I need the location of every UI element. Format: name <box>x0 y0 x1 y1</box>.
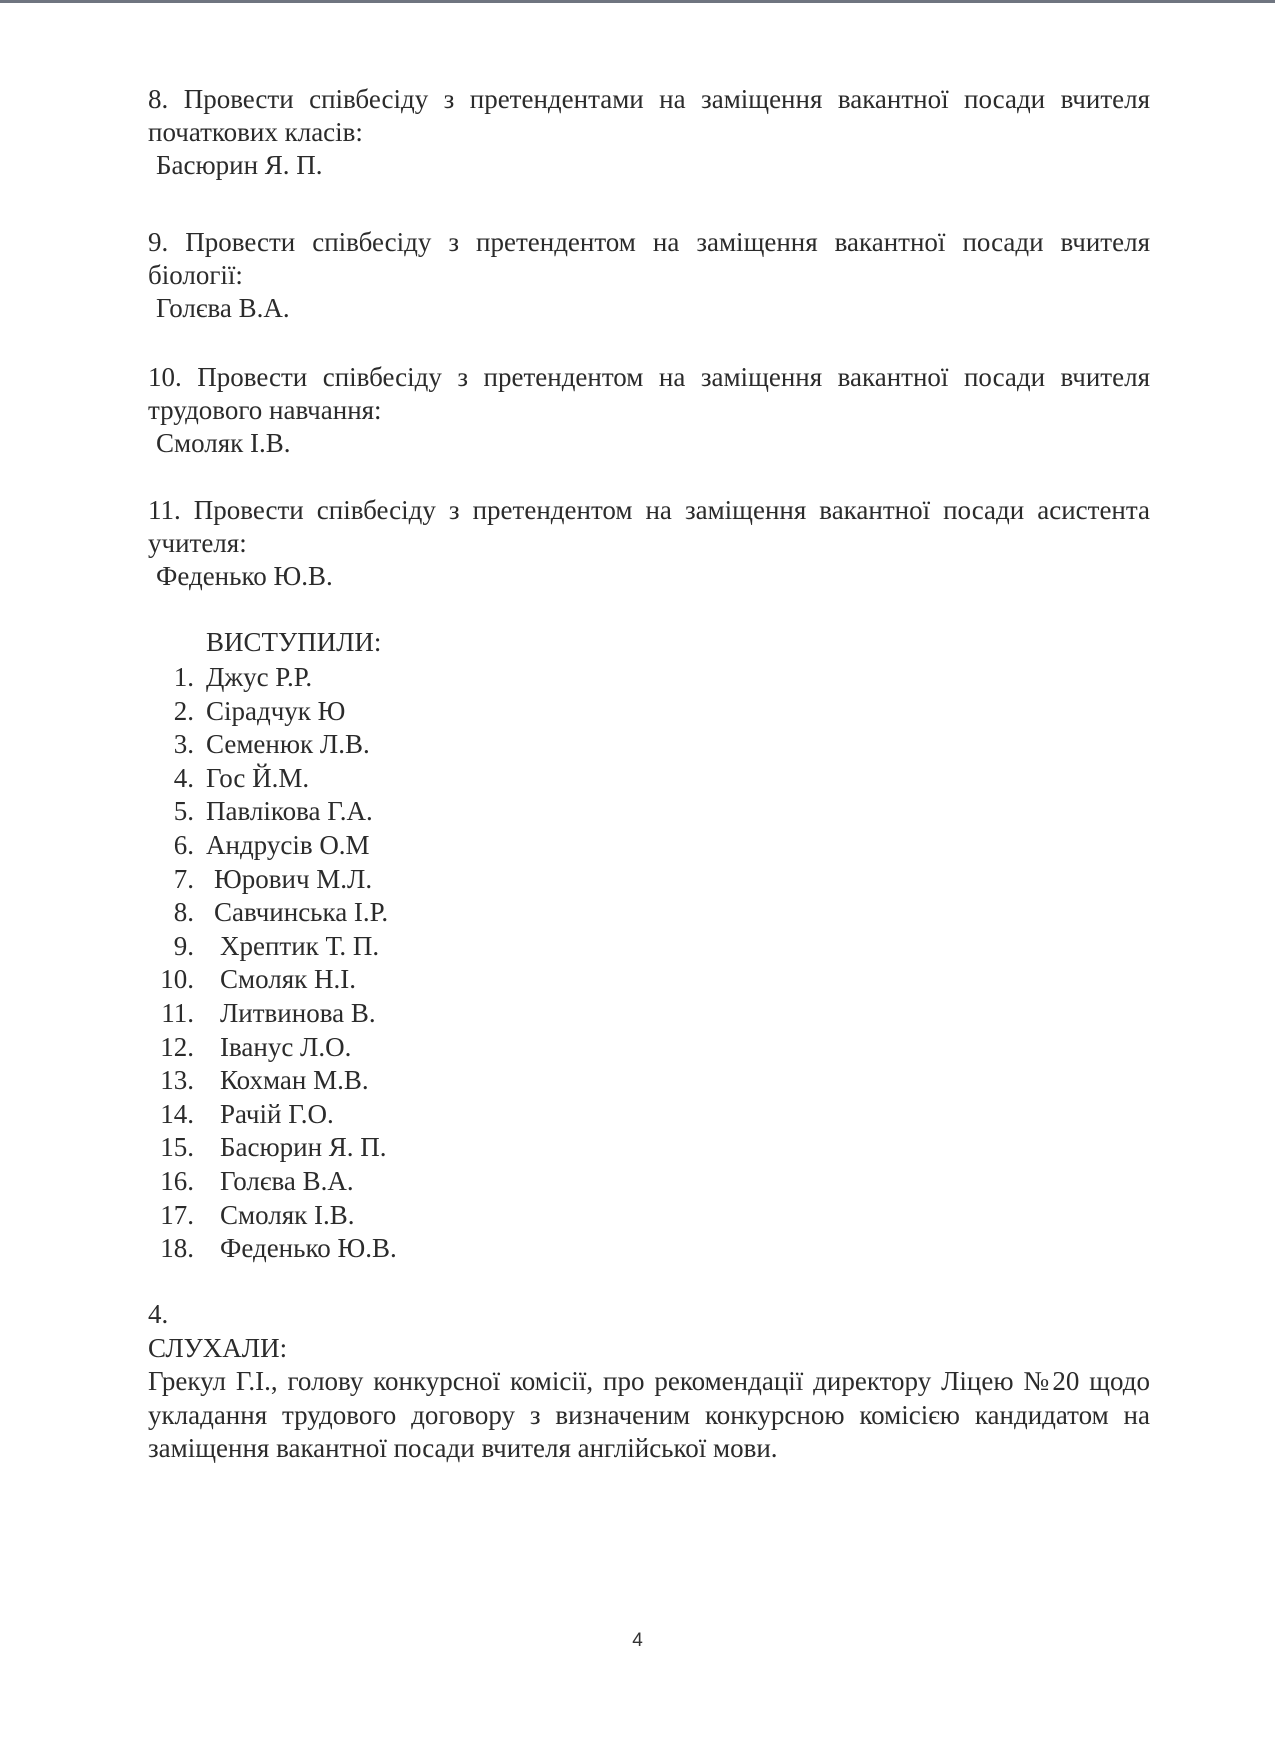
list-item <box>150 1165 397 1199</box>
speaker-name: Семенюк Л.В. <box>206 729 370 760</box>
list-number: 5. <box>173 796 194 827</box>
candidate-name: Смоляк І.В. <box>156 428 291 458</box>
list-number: 14. <box>160 1098 194 1129</box>
list-number: 1. <box>173 662 194 692</box>
list-number: 11. <box>161 997 194 1028</box>
speaker-name: Феденько Ю.В. <box>220 1233 397 1264</box>
list-number: 9. <box>173 930 194 961</box>
speaker-name: Іванус Л.О. <box>220 1031 352 1062</box>
list-item <box>150 863 397 897</box>
item-9 <box>148 226 1150 325</box>
speaker-name: Гос Й.М. <box>206 762 310 793</box>
speaker-name: Сірадчук Ю <box>206 695 346 726</box>
speaker-name: Литвинова В. <box>220 997 376 1028</box>
item-8 <box>148 83 1150 182</box>
item-text: 9. Провести співбесіду з претендентом на заміщення вакантної посади вчителя біології: <box>148 227 1150 290</box>
list-item <box>150 661 397 695</box>
section-4 <box>148 1298 1150 1466</box>
speakers-list <box>150 661 397 1266</box>
list-number: 2. <box>173 695 194 726</box>
speaker-name: Юрович М.Л. <box>214 863 373 894</box>
candidate-name: Голєва В.А. <box>156 293 290 323</box>
list-item <box>150 1031 397 1065</box>
list-item <box>150 829 397 863</box>
list-number: 6. <box>173 829 194 860</box>
candidate-name: Басюрин Я. П. <box>156 150 323 180</box>
list-item <box>150 963 397 997</box>
page-number: 4 <box>632 1630 643 1651</box>
list-number: 3. <box>173 729 194 760</box>
list-item <box>150 695 397 729</box>
section-text: Грекул Г.І., голову конкурсної комісії, про рекомендації директору Ліцею №20 щодо укладання трудового договору з визначеним конкурсною комісією кандидатом на заміщення вакантної посади вчителя англійської мови. <box>148 1366 1150 1463</box>
speaker-name: Смоляк Н.І. <box>220 964 356 995</box>
list-number: 16. <box>160 1165 194 1196</box>
list-number: 8. <box>173 897 194 928</box>
list-item <box>150 1232 397 1266</box>
speaker-name: Смоляк І.В. <box>220 1199 355 1230</box>
list-item <box>150 795 397 829</box>
speaker-name: Хрептик Т. П. <box>220 930 380 961</box>
heard-label: СЛУХАЛИ: <box>148 1332 288 1363</box>
list-number: 17. <box>160 1199 194 1230</box>
speakers-title: ВИСТУПИЛИ: <box>206 627 382 657</box>
speaker-name: Голєва В.А. <box>220 1165 354 1196</box>
list-number: 12. <box>160 1031 194 1062</box>
speaker-name: Кохман М.В. <box>220 1065 369 1096</box>
list-item <box>150 762 397 796</box>
list-item <box>150 1199 397 1233</box>
item-11 <box>148 494 1150 593</box>
speaker-name: Андрусів О.М <box>206 829 370 860</box>
speaker-name: Савчинська І.Р. <box>214 897 389 928</box>
list-item <box>150 930 397 964</box>
speaker-name: Джус Р.Р. <box>206 662 313 692</box>
list-item <box>150 1131 397 1165</box>
list-number: 15. <box>160 1132 194 1163</box>
section-number: 4. <box>148 1299 169 1329</box>
list-number: 18. <box>160 1233 194 1264</box>
list-item <box>150 1098 397 1132</box>
speaker-name: Рачій Г.О. <box>220 1098 334 1129</box>
speaker-name: Павлікова Г.А. <box>206 796 373 827</box>
list-item <box>150 896 397 930</box>
list-item <box>150 728 397 762</box>
item-text: 11. Провести співбесіду з претендентом на заміщення вакантної посади асистента учителя: <box>148 495 1150 558</box>
list-number: 10. <box>160 964 194 995</box>
list-number: 7. <box>173 863 194 894</box>
list-item <box>150 997 397 1031</box>
item-text: 8. Провести співбесіду з претендентами на заміщення вакантної посади вчителя початкових класів: <box>148 84 1150 147</box>
list-number: 13. <box>160 1065 194 1096</box>
list-number: 4. <box>173 762 194 793</box>
list-item <box>150 1064 397 1098</box>
item-10 <box>148 361 1150 460</box>
speaker-name: Басюрин Я. П. <box>220 1132 387 1163</box>
item-text: 10. Провести співбесіду з претендентом на заміщення вакантної посади вчителя трудового навчання: <box>148 362 1150 425</box>
candidate-name: Феденько Ю.В. <box>156 561 333 591</box>
